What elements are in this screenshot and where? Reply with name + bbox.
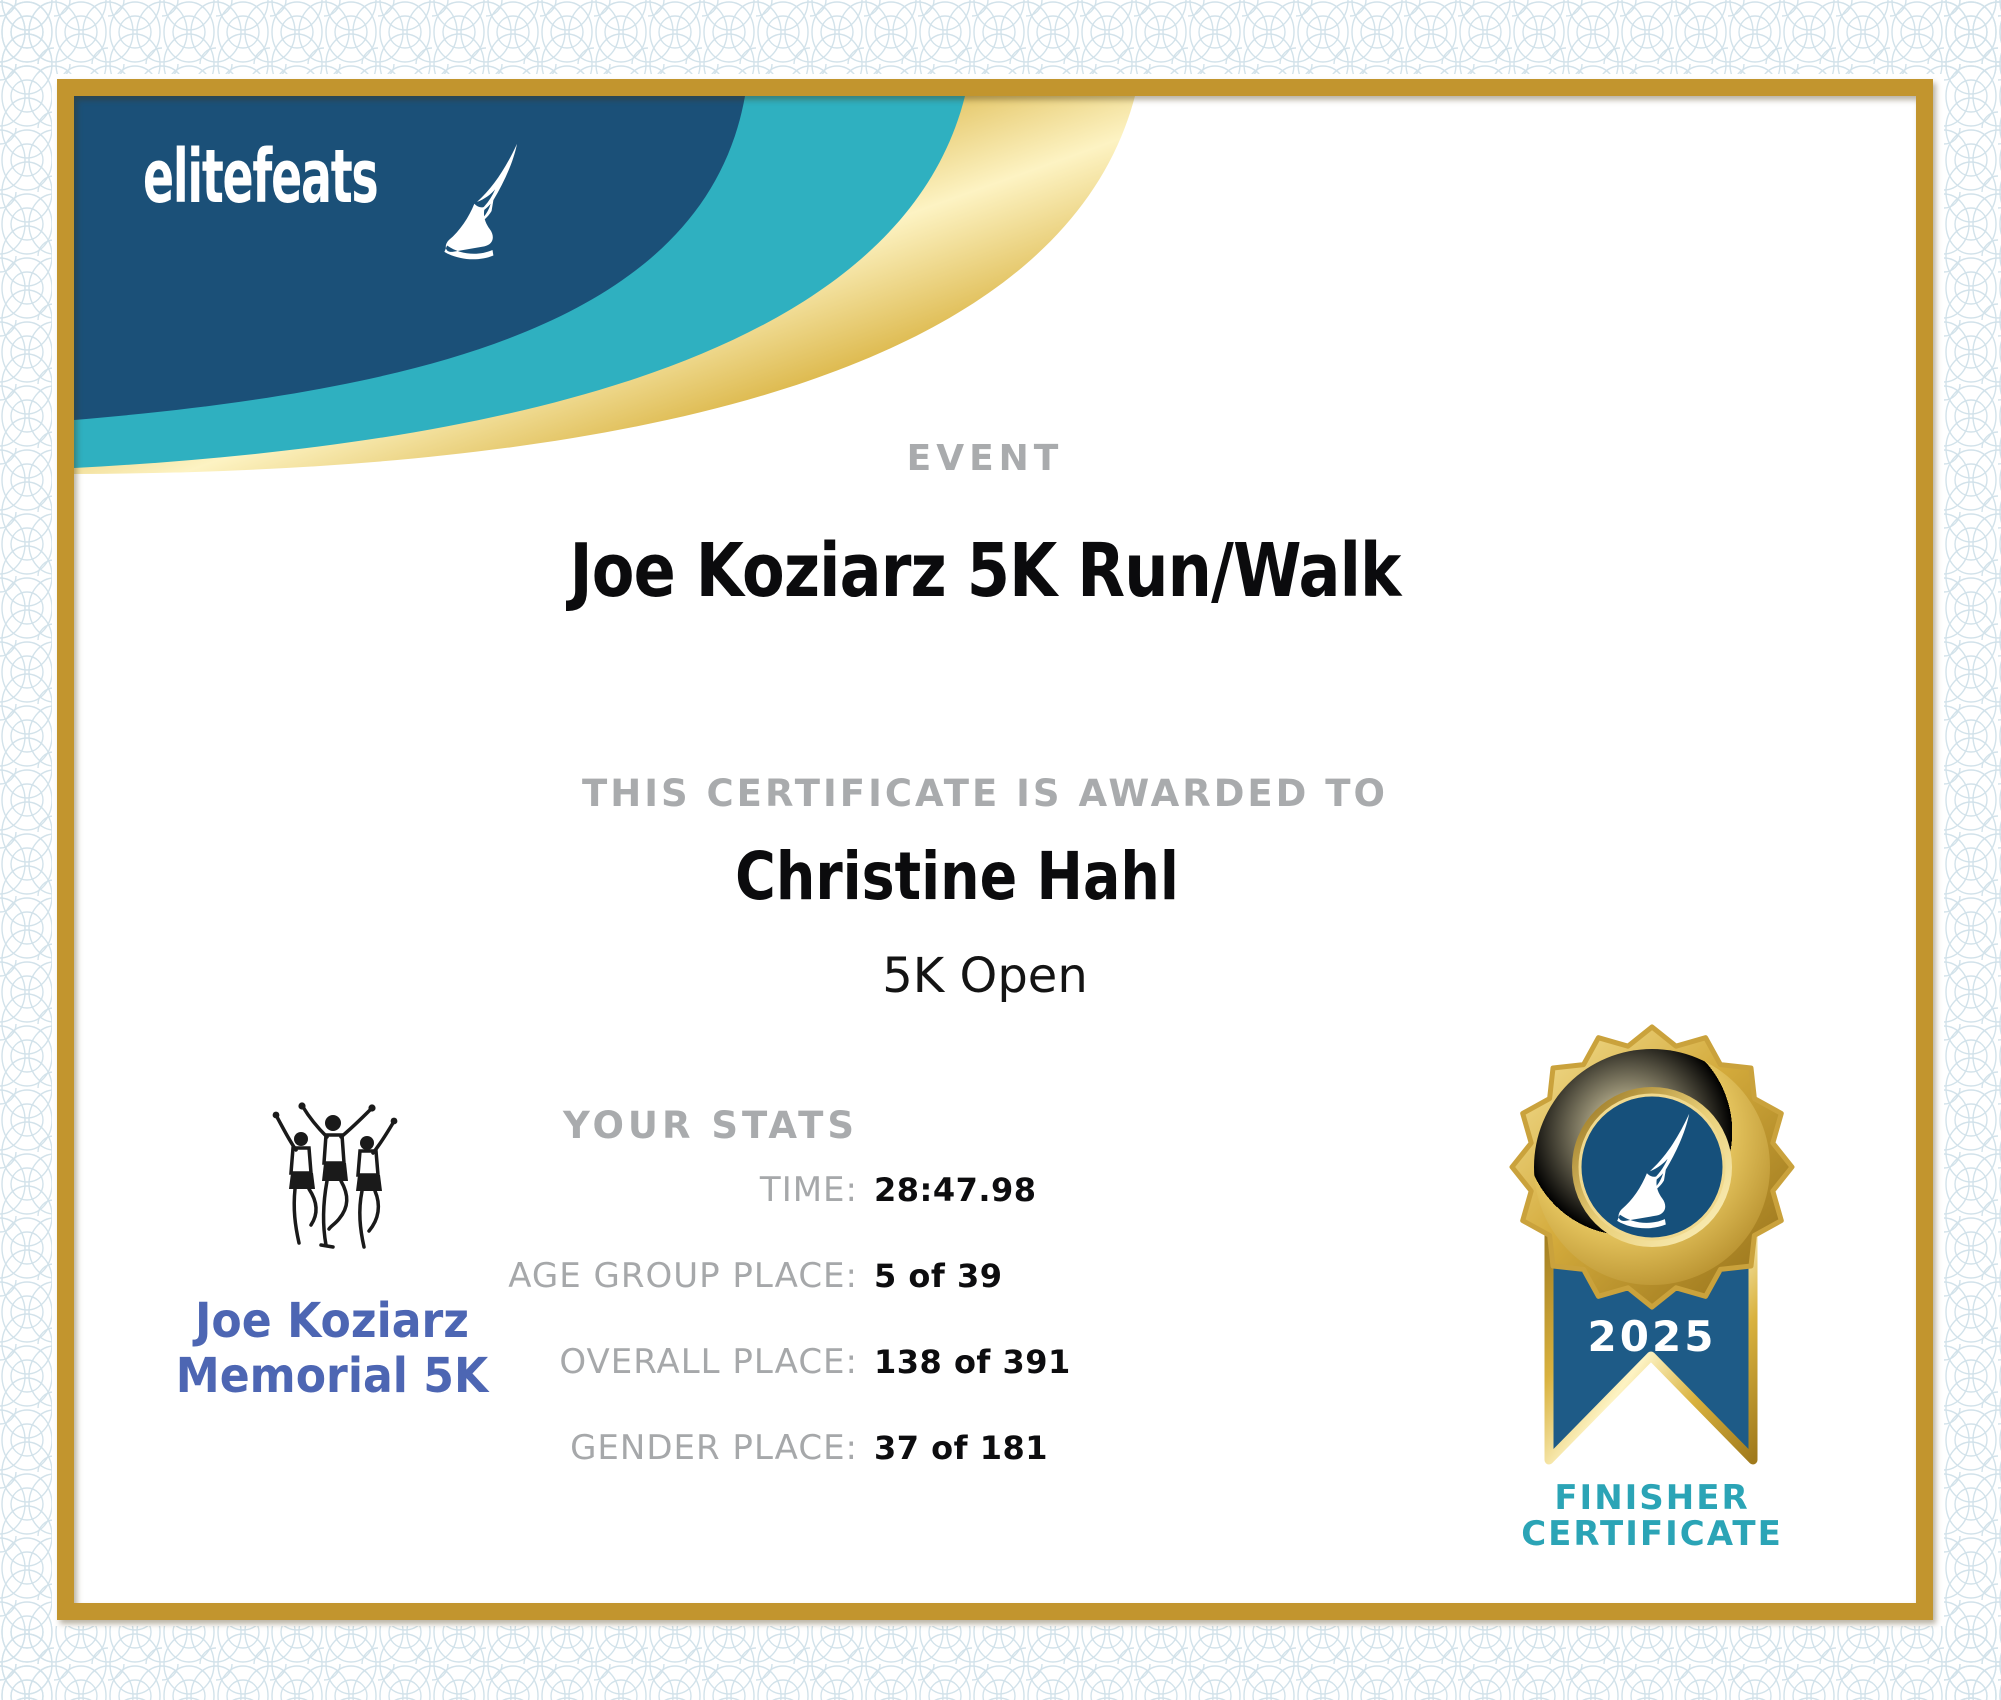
event-title: Joe Koziarz 5K Run/Walk	[569, 528, 1401, 614]
stat-value: 5 of 39	[874, 1257, 1003, 1295]
awarded-to-heading: THIS CERTIFICATE IS AWARDED TO	[582, 772, 1388, 815]
stat-row-time	[420, 1170, 1520, 1210]
stat-label: TIME:	[759, 1170, 858, 1210]
stat-row-age-group-place	[420, 1256, 1520, 1296]
event-label: EVENT	[906, 438, 1064, 479]
race-logo-line1: Joe Koziarz	[194, 1293, 470, 1349]
stat-row-gender-place	[420, 1428, 1520, 1468]
stat-label: GENDER PLACE:	[570, 1428, 858, 1468]
stat-label: AGE GROUP PLACE:	[508, 1256, 858, 1296]
medal-year: 2025	[1587, 1312, 1717, 1361]
runners-illustration	[258, 1095, 408, 1285]
stat-value: 37 of 181	[874, 1429, 1049, 1467]
recipient-name: Christine Hahl	[735, 838, 1179, 915]
your-stats-heading: YOUR STATS	[562, 1104, 858, 1147]
division-name: 5K Open	[882, 948, 1088, 1004]
winged-foot-icon	[435, 142, 530, 260]
stat-value: 28:47.98	[874, 1171, 1037, 1209]
medal-caption-finisher: FINISHER	[1554, 1478, 1750, 1518]
stats-list	[420, 1170, 1520, 1514]
stat-value: 138 of 391	[874, 1343, 1071, 1381]
stat-row-overall-place	[420, 1342, 1520, 1382]
race-logo-line2: Memorial 5K	[175, 1348, 489, 1404]
elitefeats-logo	[143, 134, 530, 260]
stat-label: OVERALL PLACE:	[559, 1342, 858, 1382]
medal-caption-certificate: CERTIFICATE	[1521, 1514, 1783, 1554]
elitefeats-logo-text: elitefeats	[143, 134, 378, 220]
